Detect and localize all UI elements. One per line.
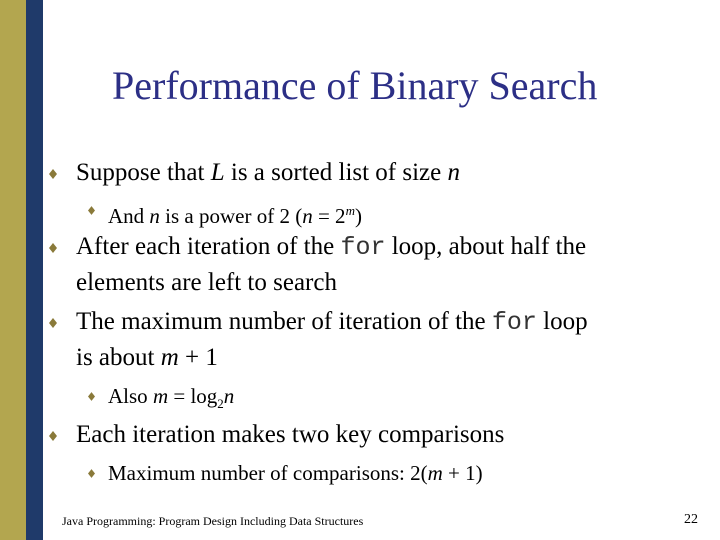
bullet-3-line-1: The maximum number of iteration of the for loop bbox=[76, 308, 588, 337]
left-accent-bar-gold bbox=[0, 0, 26, 540]
bullet-1: Suppose that L is a sorted list of size n bbox=[76, 159, 461, 186]
sub-bullet-1: And n is a power of 2 $(n = 2^m)$ bbox=[108, 203, 362, 228]
diamond-bullet-icon bbox=[88, 206, 96, 214]
diamond-bullet-icon bbox=[88, 469, 96, 477]
left-accent-bar-navy bbox=[26, 0, 43, 540]
diamond-bullet-icon bbox=[49, 431, 57, 439]
page-number: 22 bbox=[684, 512, 698, 527]
diamond-bullet-icon bbox=[49, 243, 57, 251]
sub-bullet-3: Maximum number of comparisons: 2(m + 1) bbox=[108, 461, 483, 485]
bullet-2-line-1: After each iteration of the for loop, about half the bbox=[76, 233, 587, 262]
diamond-bullet-icon bbox=[49, 318, 57, 326]
diamond-bullet-icon bbox=[88, 392, 96, 400]
bullet-2-line-2: elements are left to search bbox=[76, 269, 337, 296]
slide-title: Performance of Binary Search bbox=[112, 63, 598, 108]
slide-footer: Java Programming: Program Design Including Data Structures bbox=[62, 514, 364, 528]
bullet-3-line-2: is about m + 1 bbox=[76, 344, 218, 371]
diamond-bullet-icon bbox=[49, 169, 57, 177]
bullet-4: Each iteration makes two key comparisons bbox=[76, 421, 505, 448]
sub-bullet-2: Also $m = \log_2n$ bbox=[108, 384, 235, 412]
